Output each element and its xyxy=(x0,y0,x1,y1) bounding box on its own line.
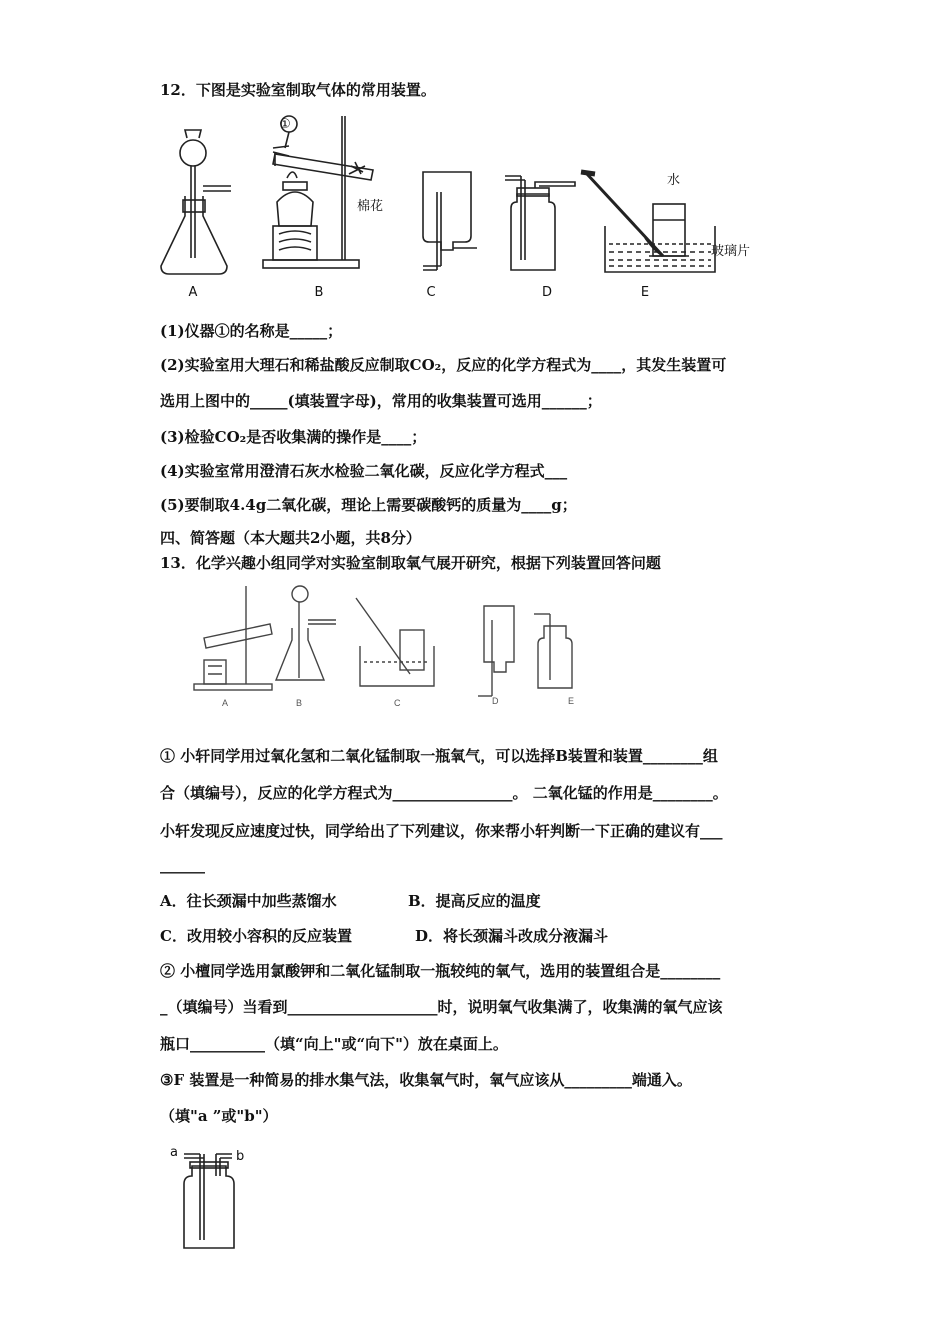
fig-label-a: A xyxy=(188,285,198,300)
q12-part4: (4)实验室常用澄清石灰水检验二氧化碳，反应化学方程式___ xyxy=(160,462,568,480)
q12-part3: (3)检验CO₂是否收集满的操作是____； xyxy=(160,428,427,446)
apparatus-e-water-trough xyxy=(581,172,715,272)
q13-part1-line3: 小轩发现反应速度过快，同学给出了下列建议，你来帮小轩判断一下正确的建议有___ xyxy=(160,822,723,840)
q13-part2-line1: ② 小檀同学选用氯酸钾和二氧化锰制取一瓶较纯的氧气，选用的装置组合是________ xyxy=(160,962,721,980)
q13-part3-line1: ③F 装置是一种简易的排水集气法，收集氧气时，氧气应该从_________端通入。 xyxy=(160,1071,692,1089)
fig-marker-1: ① xyxy=(279,117,291,132)
q12-part2: (2)实验室用大理石和稀盐酸反应制取CO₂，反应的化学方程式为____，其发生装置可 xyxy=(160,356,727,374)
q13-fig-label-c: C xyxy=(394,698,401,708)
apparatus-b-heating xyxy=(263,116,373,268)
fig-label-c: C xyxy=(426,285,436,300)
q13-option-c: C．改用较小容积的反应装置 xyxy=(160,927,352,945)
q13-part2-line3: 瓶口__________（填“向上"或“向下"）放在桌面上。 xyxy=(160,1035,508,1053)
q13-fig-label-d: D xyxy=(492,696,499,706)
q13-option-a: A．往长颈漏中加些蒸馏水 xyxy=(160,892,337,910)
fig-label-cotton: 棉花 xyxy=(357,199,384,214)
q13-apparatus-figure xyxy=(188,580,608,712)
q13-option-b: B．提高反应的温度 xyxy=(408,892,541,910)
fig-label-water: 水 xyxy=(667,173,681,188)
q13-title: 13．化学兴趣小组同学对实验室制取氧气展开研究，根据下列装置回答问题 xyxy=(160,554,661,572)
apparatus-d-bottle xyxy=(505,176,575,270)
q13-option-d: D．将长颈漏斗改成分液漏斗 xyxy=(415,927,609,945)
q12-apparatus-figure xyxy=(155,108,775,308)
q13-part1-line2: 合（填编号），反应的化学方程式为________________。 二氧化锰的作用是________。 xyxy=(160,784,728,802)
apparatus-a-flask xyxy=(161,130,231,274)
q13-apparatus-f-figure xyxy=(160,1136,270,1256)
q12-part1: (1)仪器①的名称是_____； xyxy=(160,322,343,340)
fig-f-label-b: b xyxy=(236,1149,245,1164)
q13-fig-label-b: B xyxy=(296,698,303,708)
fig-label-e: E xyxy=(640,285,650,300)
q13-fig-label-a: A xyxy=(222,698,229,708)
q13-part3-line2: （填"a ”或"b"） xyxy=(160,1107,278,1125)
q13-part1-line4: ______ xyxy=(160,856,205,874)
q13-part2-line2: _（填编号）当看到____________________时，说明氧气收集满了，收集满的氧气应该 xyxy=(160,998,723,1016)
fig-label-d: D xyxy=(541,285,553,300)
q12-part2-cont: 选用上图中的_____(填装置字母)，常用的收集装置可选用______； xyxy=(160,392,602,410)
fig-f-label-a: a xyxy=(170,1145,178,1160)
q13-part1-line1: ① 小轩同学用过氧化氢和二氧化锰制取一瓶氧气，可以选择B装置和装置________组 xyxy=(160,747,718,765)
fig-label-glass: 玻璃片 xyxy=(711,244,751,259)
q13-fig-label-e: E xyxy=(568,696,575,706)
q12-title: 12．下图是实验室制取气体的常用装置。 xyxy=(160,81,436,99)
apparatus-c-upward-bottle xyxy=(423,172,477,270)
q12-part5: (5)要制取4.4g二氧化碳，理论上需要碳酸钙的质量为____g； xyxy=(160,496,577,514)
section-4-heading: 四、简答题（本大题共2小题，共8分） xyxy=(160,529,421,547)
fig-label-b: B xyxy=(314,285,324,300)
